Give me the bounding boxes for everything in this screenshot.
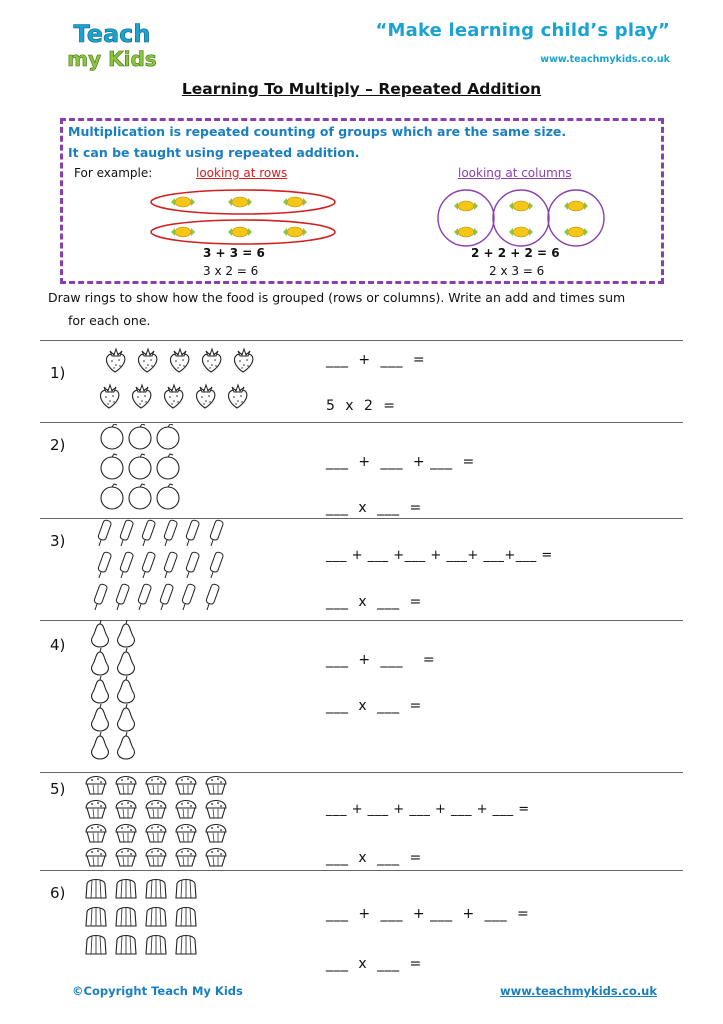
teach-my-kids-logo [62, 18, 162, 72]
footer-copyright: ©Copyright Teach My Kids [72, 984, 243, 998]
pears-image [80, 620, 150, 768]
question-number: 1) [50, 364, 66, 382]
instruction-line-1: Draw rings to show how the food is grouped (rows or columns). Write an add and times sum [48, 290, 626, 305]
intro-line-2: It can be taught using repeated addition. [68, 145, 360, 160]
times-sum-line: ___ x ___ = [326, 594, 422, 610]
cupcakes-image [80, 772, 240, 870]
columns-sum: 2 + 2 + 2 = 6 [471, 246, 560, 260]
add-sum-line: ___ + ___ + ___ + ___ = [326, 906, 530, 922]
question-number: 5) [50, 780, 66, 798]
columns-label: looking at columns [458, 166, 572, 180]
divider [40, 422, 683, 423]
question-number: 3) [50, 532, 66, 550]
page-title: Learning To Multiply – Repeated Addition [181, 80, 542, 98]
question-number: 2) [50, 436, 66, 454]
logo-line2: my Kids [67, 47, 157, 71]
tagline: “Make learning child’s play” [375, 20, 670, 41]
rows-sum: 3 + 3 = 6 [203, 246, 265, 260]
times-sum-line: ___ x ___ = [326, 500, 422, 516]
strawberries-image [94, 342, 266, 418]
question-number: 4) [50, 636, 66, 654]
oranges-image [94, 424, 194, 516]
add-sum-line: ___ + ___ = [326, 652, 436, 668]
ice-lollies-image [82, 518, 242, 618]
instruction-line-2: for each one. [68, 313, 151, 328]
times-sum-line: 5 x 2 = [326, 398, 396, 414]
rows-label: looking at rows [196, 166, 288, 180]
rows-product: 3 x 2 = 6 [203, 264, 259, 278]
intro-line-1: Multiplication is repeated counting of groups which are the same size. [68, 124, 567, 139]
columns-example-image [437, 186, 605, 250]
times-sum-line: ___ x ___ = [326, 956, 422, 972]
columns-product: 2 x 3 = 6 [489, 264, 545, 278]
jellies-image [80, 874, 210, 964]
header-url[interactable]: www.teachmykids.co.uk [540, 54, 670, 65]
rows-example-image [140, 186, 350, 248]
times-sum-line: ___ x ___ = [326, 850, 422, 866]
question-number: 6) [50, 884, 66, 902]
add-sum-line: ___ + ___ +___ + ___+ ___+___ = [326, 548, 553, 563]
logo-line1: Teach [73, 20, 151, 48]
add-sum-line: ___ + ___ = [326, 352, 426, 368]
add-sum-line: ___ + ___ + ___ + ___ + ___ = [326, 802, 530, 817]
divider [40, 870, 683, 871]
times-sum-line: ___ x ___ = [326, 698, 422, 714]
add-sum-line: ___ + ___ + ___ = [326, 454, 475, 470]
footer-link[interactable]: www.teachmykids.co.uk [500, 984, 658, 998]
divider [40, 340, 683, 341]
for-example-label: For example: [74, 166, 153, 180]
